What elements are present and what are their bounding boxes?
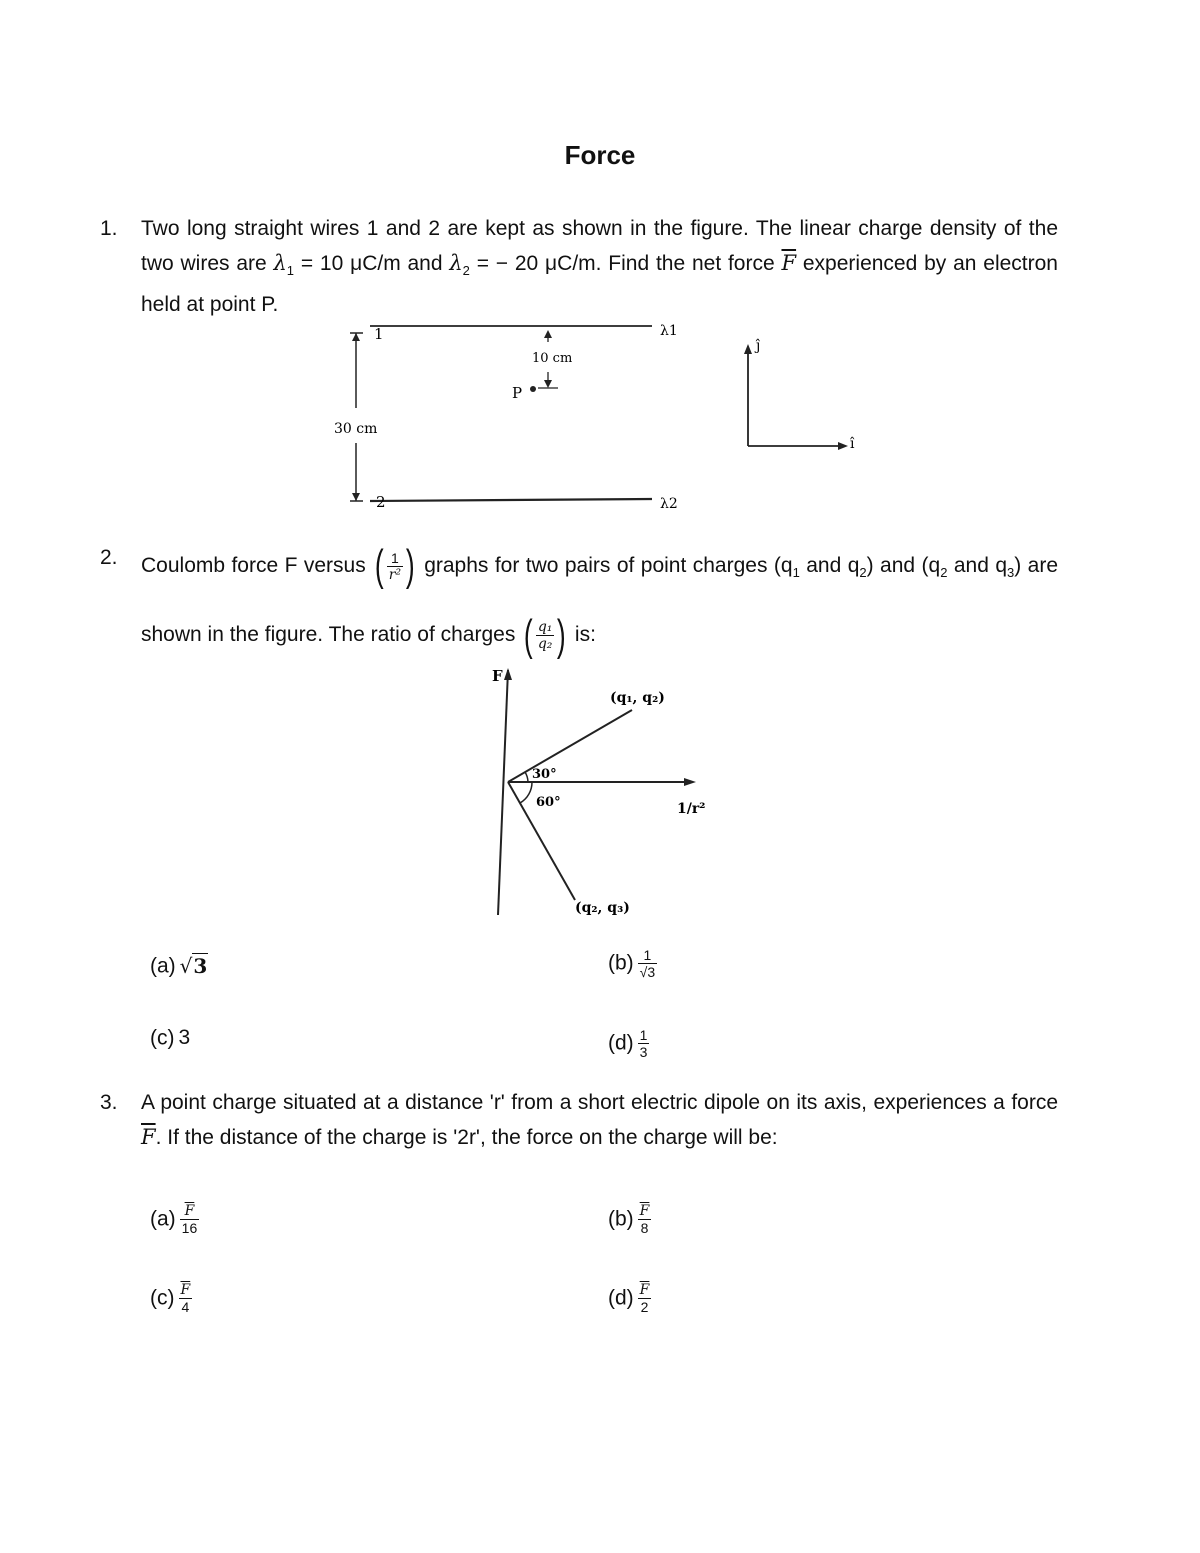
option-b[interactable]: (b) $\frac{1}{√3}$ (608, 947, 656, 980)
point-p-label: P (512, 384, 523, 402)
question-text: A point charge situated at a distance 'r' from a short electric dipole on its axis, experiences a force $\overline{F}$. If the distance of the charge is '2r', the force on the charge will be: (141, 1091, 1058, 1149)
option-b[interactable]: (b) $\frac{\overline{F}}{8}$ (608, 1203, 650, 1236)
x-axis-label: 1/r² (677, 801, 706, 817)
wire-2 (370, 499, 652, 501)
i-hat-label: î (850, 436, 855, 452)
option-a[interactable]: (a) $\frac{\overline{F}}{16}$ (150, 1203, 198, 1236)
question-1 (100, 212, 1058, 322)
wires-figure (330, 318, 890, 518)
lambda-2-label: λ2 (660, 496, 678, 512)
question-number: 2. (100, 546, 118, 569)
q2-q3-label: (q₂, q₃) (575, 900, 630, 916)
f-axis (498, 670, 508, 915)
lambda-1-label: λ1 (660, 323, 678, 339)
j-hat-label: ĵ (756, 338, 761, 354)
line-q1-q2 (508, 710, 632, 782)
question-3 (100, 1086, 1058, 1155)
question-number: 3. (100, 1091, 118, 1114)
point-p (530, 386, 536, 392)
page-title: Force (564, 140, 636, 170)
option-c[interactable]: (c) 3 (150, 1026, 191, 1050)
question-2 (100, 535, 1058, 666)
force-graph-figure (480, 660, 730, 922)
question-number: 1. (100, 217, 118, 240)
total-gap-label: 30 cm (334, 421, 378, 437)
q1-q2-label: (q₁, q₂) (610, 690, 665, 706)
option-d[interactable]: (d) $\frac{\overline{F}}{2}$ (608, 1282, 650, 1315)
wire-2-label: 2 (376, 493, 386, 511)
top-gap-label: 10 cm (532, 351, 573, 366)
question-text: Coulomb force F versus ( $\frac{1}{\text{r²}}$ ) graphs for two pairs of point charges ($q_1$ and $q_2$) and ($q_2$ and $q_3$) are shown in the figure. The ratio of charges ( $\frac{\text{q₁}}{\text{q₂}}$ ) is: (141, 541, 1059, 660)
charge-ratio-fraction: $\frac{\text{q₁}}{\text{q₂}}$ (537, 619, 553, 653)
option-a[interactable]: (a) √3 (150, 954, 208, 979)
inverse-r-squared-fraction: $\frac{1}{\text{r²}}$ (388, 549, 402, 583)
option-d[interactable]: (d) $\frac{1}{3}$ (608, 1027, 648, 1060)
f-axis-label: F (492, 667, 503, 685)
angle-30-label: 30° (532, 767, 557, 782)
question-text: Two long straight wires 1 and 2 are kept as shown in the figure. The linear charge density of the two wires are $\lambda_1 = 10$ μC/m and $\lambda_2$ = − 20 μC/m. Find the net force $\overline{F}$ experienced by an electron held at point P. (141, 217, 1058, 317)
option-c[interactable]: (c) $\frac{\overline{F}}{4}$ (150, 1282, 191, 1315)
angle-60-label: 60° (536, 795, 561, 810)
wire-1-label: 1 (374, 325, 384, 343)
